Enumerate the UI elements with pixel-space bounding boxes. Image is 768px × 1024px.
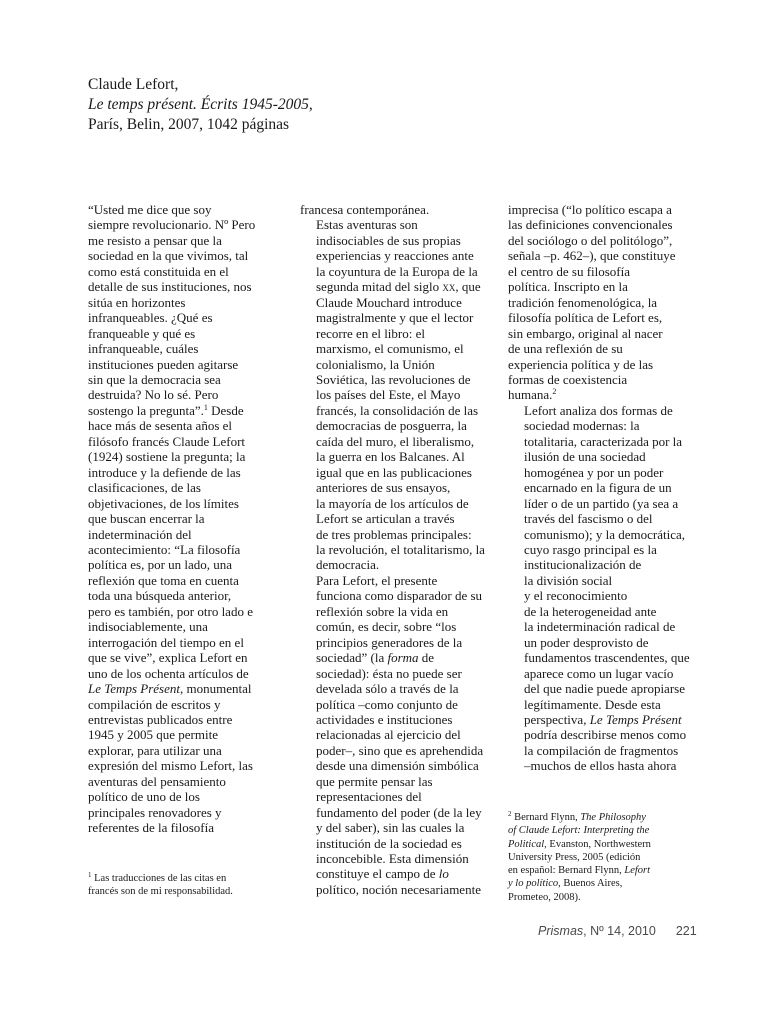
text-line: encarnado en la figura de un bbox=[524, 480, 672, 496]
text-line: Soviética, las revoluciones de bbox=[316, 371, 471, 387]
footnote-marker: 1 bbox=[88, 871, 92, 879]
text-line: humana.$^2$ bbox=[508, 387, 557, 403]
text-line: francesa contemporánea. bbox=[300, 202, 430, 217]
text-line: relacionadas al ejercicio del bbox=[316, 727, 461, 743]
text-line: Le Temps Présent, monumental bbox=[88, 681, 252, 697]
text-line: señala –p. 462–), que constituye bbox=[508, 248, 676, 264]
text-line: experiencias y reacciones ante bbox=[316, 248, 474, 264]
text-line: toda una búsqueda anterior, bbox=[88, 588, 232, 604]
text-line: y el reconocimiento bbox=[524, 588, 628, 604]
text-line: política es, por un lado, una bbox=[88, 557, 233, 573]
text-line: política. Inscripto en la bbox=[508, 279, 628, 295]
text-line: principios generadores de la bbox=[316, 634, 463, 650]
text-line: 1945 y 2005 que permite bbox=[88, 727, 218, 743]
text-line: aventuras del pensamiento bbox=[88, 773, 226, 789]
text-line: reflexión que toma en cuenta bbox=[88, 572, 239, 588]
text-line: acontecimiento: “La filosofía bbox=[88, 541, 241, 557]
text-line: sin embargo, original al nacer bbox=[508, 325, 663, 341]
text-line: aparece como un lugar vacío bbox=[524, 665, 674, 681]
italic-text: Le Temps Présent bbox=[88, 681, 180, 697]
text-line: de una reflexión de su bbox=[508, 341, 623, 357]
italic-text: y lo político bbox=[508, 878, 559, 890]
text-column-3 bbox=[508, 202, 704, 774]
footnote-line: University Press, 2005 (edición bbox=[508, 851, 641, 863]
text-line: expresión del mismo Lefort, las bbox=[88, 758, 253, 774]
text-line: experiencia política y de las bbox=[508, 356, 654, 372]
text-line: perspectiva, Le Temps Présent bbox=[524, 711, 682, 727]
footnote-marker: 2 bbox=[552, 387, 557, 397]
text-line: compilación de escritos y bbox=[88, 696, 221, 712]
paragraph bbox=[508, 403, 704, 774]
text-line: sin que la democracia sea bbox=[88, 371, 221, 387]
text-line: explorar, para utilizar una bbox=[88, 742, 222, 758]
journal-name: Prismas bbox=[538, 924, 584, 938]
text-line: líder o de un partido (ya sea a bbox=[524, 495, 679, 511]
text-line: “Usted me dice que soy bbox=[88, 202, 212, 217]
page-number: 221 bbox=[675, 924, 697, 938]
text-line: la mayoría de los artículos de bbox=[316, 495, 469, 511]
text-line: la coyuntura de la Europa de la bbox=[316, 263, 478, 279]
text-line: totalitaria, caracterizada por la bbox=[524, 433, 683, 449]
text-line: objetivaciones, de los límites bbox=[88, 495, 239, 511]
footnote-line bbox=[508, 824, 704, 837]
text-line: Claude Mouchard introduce bbox=[316, 294, 462, 310]
text-line: Lefort analiza dos formas de bbox=[524, 402, 673, 418]
text-line: de tres problemas principales: bbox=[316, 526, 472, 542]
text-line: la revolución, el totalitarismo, la bbox=[316, 541, 485, 557]
text-line: referentes de la filosofía bbox=[88, 820, 214, 836]
text-line: de la heterogeneidad ante bbox=[524, 603, 657, 619]
text-line: institución de la sociedad es bbox=[316, 835, 462, 851]
text-line: filósofo francés Claude Lefort bbox=[88, 433, 246, 449]
text-column-1 bbox=[88, 202, 278, 836]
page-footer bbox=[538, 924, 697, 938]
text-line: político, noción necesariamente bbox=[316, 881, 481, 897]
footnote-line: Political, Evanston, Northwestern bbox=[508, 838, 651, 850]
text-line: uno de los ochenta artículos de bbox=[88, 665, 249, 681]
text-line: la guerra en los Balcanes. Al bbox=[316, 449, 465, 465]
text-line: podría describirse menos como bbox=[524, 727, 687, 743]
text-line: (1924) sostiene la pregunta; la bbox=[88, 449, 246, 465]
text-line: Estas aventuras son bbox=[316, 217, 418, 233]
text-line: del que nadie puede apropiarse bbox=[524, 681, 685, 697]
text-line: del sociólogo o del politólogo”, bbox=[508, 232, 673, 248]
paragraph bbox=[88, 202, 278, 836]
text-line: Para Lefort, el presente bbox=[316, 572, 438, 588]
text-line: filosofía política de Lefort es, bbox=[508, 310, 663, 326]
text-line: los países del Este, el Mayo bbox=[316, 387, 461, 403]
italic-text: Lefort bbox=[624, 865, 651, 877]
text-line: sostengo la pregunta”.$^1$ Desde bbox=[88, 402, 244, 418]
text-line: destruida? No lo sé. Pero bbox=[88, 387, 219, 403]
text-line: la división social bbox=[524, 572, 613, 588]
text-line: instituciones pueden agitarse bbox=[88, 356, 239, 372]
text-line: inconcebible. Esta dimensión bbox=[316, 851, 469, 867]
text-line: sociedad” (la forma de bbox=[316, 650, 435, 666]
italic-text: Le Temps Présent bbox=[589, 711, 682, 727]
text-line: que buscan encerrar la bbox=[88, 511, 205, 527]
footnote-1 bbox=[88, 872, 278, 899]
text-line: como está constituida en el bbox=[88, 263, 229, 279]
text-line: tradición fenomenológica, la bbox=[508, 294, 658, 310]
journal-issue: , Nº 14, 2010 bbox=[583, 924, 656, 938]
text-line: imprecisa (“lo político escapa a bbox=[508, 202, 672, 217]
text-line: homogénea y por un poder bbox=[524, 464, 664, 480]
text-line: indisociablemente, una bbox=[88, 619, 208, 635]
text-line: constituye el campo de lo bbox=[316, 866, 449, 882]
text-line: introduce y la defiende de las bbox=[88, 464, 241, 480]
text-line: comunismo); y la democrática, bbox=[524, 526, 686, 542]
text-line: magistralmente y que el lector bbox=[316, 310, 474, 326]
text-line: francés, la consolidación de las bbox=[316, 402, 479, 418]
review-header bbox=[88, 75, 313, 135]
small-caps-text: xx bbox=[442, 279, 456, 295]
text-line: detalle de sus instituciones, nos bbox=[88, 279, 252, 295]
italic-text: lo bbox=[438, 866, 449, 882]
text-line: segunda mitad del siglo xx, que bbox=[316, 279, 481, 295]
text-line: la indeterminación radical de bbox=[524, 619, 676, 635]
text-line: actividades e instituciones bbox=[316, 711, 453, 727]
text-line: anteriores de sus ensayos, bbox=[316, 480, 451, 496]
text-line: colonialismo, la Unión bbox=[316, 356, 435, 372]
text-line: siempre revolucionario. Nº Pero bbox=[88, 217, 256, 233]
italic-text: of Claude Lefort: Interpreting the bbox=[508, 825, 650, 837]
footnote-line: $^1$ Las traducciones de las citas en bbox=[88, 871, 227, 884]
footnote-line: Prometeo, 2008). bbox=[508, 891, 581, 903]
text-line: democracias de posguerra, la bbox=[316, 418, 467, 434]
italic-text: The Philosophy bbox=[580, 812, 646, 823]
italic-text: forma bbox=[387, 650, 419, 666]
text-line: interrogación del tiempo en el bbox=[88, 634, 244, 650]
text-line: que permite pensar las bbox=[316, 773, 433, 789]
text-line: principales renovadores y bbox=[88, 804, 222, 820]
text-line: sitúa en horizontes bbox=[88, 294, 186, 310]
text-line: la compilación de fragmentos bbox=[524, 742, 679, 758]
text-line: caída del muro, el liberalismo, bbox=[316, 433, 475, 449]
text-line: las definiciones convencionales bbox=[508, 217, 673, 233]
text-line: recorre en el libro: el bbox=[316, 325, 425, 341]
text-line: común, es decir, sobre “los bbox=[316, 619, 457, 635]
text-line: indeterminación del bbox=[88, 526, 192, 542]
text-line: y del saber), sin las cuales la bbox=[316, 820, 465, 836]
text-line: hace más de sesenta años el bbox=[88, 418, 233, 434]
text-line: pero es también, por otro lado e bbox=[88, 603, 253, 619]
text-line: desde una dimensión simbólica bbox=[316, 758, 479, 774]
footnote-line: y lo político, Buenos Aires, bbox=[508, 878, 623, 890]
footnote-marker: 2 bbox=[508, 810, 512, 818]
text-line: fundamentos trascendentes, que bbox=[524, 650, 690, 666]
paragraph bbox=[300, 573, 492, 898]
text-line: marxismo, el comunismo, el bbox=[316, 341, 464, 357]
text-line: ilusión de una sociedad bbox=[524, 449, 646, 465]
footnote-line: en español: Bernard Flynn, Lefort bbox=[508, 865, 651, 877]
footnote-2 bbox=[508, 811, 704, 904]
text-line: igual que en las publicaciones bbox=[316, 464, 472, 480]
text-line: que se vive”, explica Lefort en bbox=[88, 650, 248, 666]
text-line: –muchos de ellos hasta ahora bbox=[524, 758, 677, 774]
text-line: funciona como disparador de su bbox=[316, 588, 483, 604]
text-line: clasificaciones, de las bbox=[88, 480, 201, 496]
text-line: democracia. bbox=[316, 557, 380, 573]
text-line: infranqueables. ¿Qué es bbox=[88, 310, 213, 326]
text-line: institucionalización de bbox=[524, 557, 642, 573]
book-title: Le temps présent. Écrits 1945-2005, bbox=[88, 96, 313, 113]
footnote-marker: 1 bbox=[203, 402, 208, 412]
paragraph bbox=[508, 202, 704, 403]
text-line: develada sólo a través de la bbox=[316, 681, 459, 697]
text-line: sociedad): ésta no puede ser bbox=[316, 665, 462, 681]
text-line: política –como conjunto de bbox=[316, 696, 458, 712]
text-line: través del fascismo o del bbox=[524, 511, 653, 527]
text-line: indisociables de sus propias bbox=[316, 232, 461, 248]
book-author: Claude Lefort, bbox=[88, 76, 179, 93]
text-line: representaciones del bbox=[316, 789, 422, 805]
footnote-line: francés son de mi responsabilidad. bbox=[88, 886, 233, 898]
text-line: infranqueable, cuáles bbox=[88, 341, 199, 357]
text-line: franqueable y qué es bbox=[88, 325, 196, 341]
text-line: fundamento del poder (de la ley bbox=[316, 804, 482, 820]
text-line: el centro de su filosofía bbox=[508, 263, 631, 279]
text-line: un poder desprovisto de bbox=[524, 634, 649, 650]
publication-info: París, Belin, 2007, 1042 páginas bbox=[88, 116, 290, 133]
text-line: cuyo rasgo principal es la bbox=[524, 541, 657, 557]
paragraph bbox=[300, 202, 492, 217]
text-line: formas de coexistencia bbox=[508, 371, 628, 387]
text-line: reflexión sobre la vida en bbox=[316, 603, 449, 619]
text-line: político de uno de los bbox=[88, 789, 200, 805]
italic-text: Political bbox=[508, 838, 545, 850]
text-column-2 bbox=[300, 202, 492, 897]
text-line: legítimamente. Desde esta bbox=[524, 696, 661, 712]
text-line: sociedad modernas: la bbox=[524, 418, 640, 434]
text-line: sociedad en la que vivimos, tal bbox=[88, 248, 249, 264]
text-line: poder–, sino que es aprehendida bbox=[316, 742, 484, 758]
text-line: Lefort se articulan a través bbox=[316, 511, 455, 527]
text-line: entrevistas publicados entre bbox=[88, 711, 233, 727]
footnote-line: $^2$ Bernard Flynn, The Philosophy bbox=[508, 810, 646, 823]
paragraph bbox=[300, 217, 492, 572]
text-line: me resisto a pensar que la bbox=[88, 232, 222, 248]
